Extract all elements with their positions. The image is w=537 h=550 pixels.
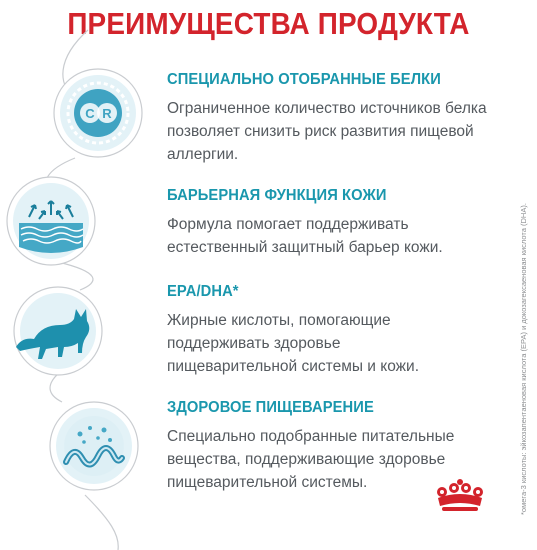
royal-crown-logo — [432, 478, 488, 514]
feature-skin-barrier — [167, 187, 502, 259]
cat-silhouette-icon — [12, 285, 104, 377]
protein-cr-icon — [52, 67, 144, 159]
feature-title: ЗДОРОВОЕ ПИЩЕВАРЕНИЕ — [167, 399, 374, 416]
feature-title: СПЕЦИАЛЬНО ОТОБРАННЫЕ БЕЛКИ — [167, 71, 441, 88]
feature-description: Жирные кислоты, помогающие поддерживать здоровье пищеварительной системы и кожи. — [167, 312, 420, 375]
feature-epa-dha — [167, 283, 502, 378]
feature-description: Ограниченное количество источников белка позволяет снизить риск развития пищевой аллергии. — [167, 100, 487, 163]
page-title: ПРЕИМУЩЕСТВА ПРОДУКТА — [67, 6, 470, 41]
icon-letter-c: C — [85, 106, 95, 121]
digestion-icon — [48, 400, 140, 492]
feature-description: Специально подобранные питательные вещества, поддерживающие здоровье пищеварительной системы. — [167, 428, 455, 491]
footnote: *омега-3 кислоты: эйкозапентаеновая кислота (EPA) и докозагексаеновая кислота (DHA). — [519, 203, 528, 515]
feature-proteins — [167, 71, 502, 166]
feature-title: БАРЬЕРНАЯ ФУНКЦИЯ КОЖИ — [167, 187, 387, 204]
feature-title: EPA/DHA* — [167, 283, 239, 300]
skin-barrier-icon — [5, 175, 97, 267]
icon-letter-r: R — [102, 106, 112, 121]
feature-description: Формула помогает поддерживать естественный защитный барьер кожи. — [167, 216, 443, 256]
